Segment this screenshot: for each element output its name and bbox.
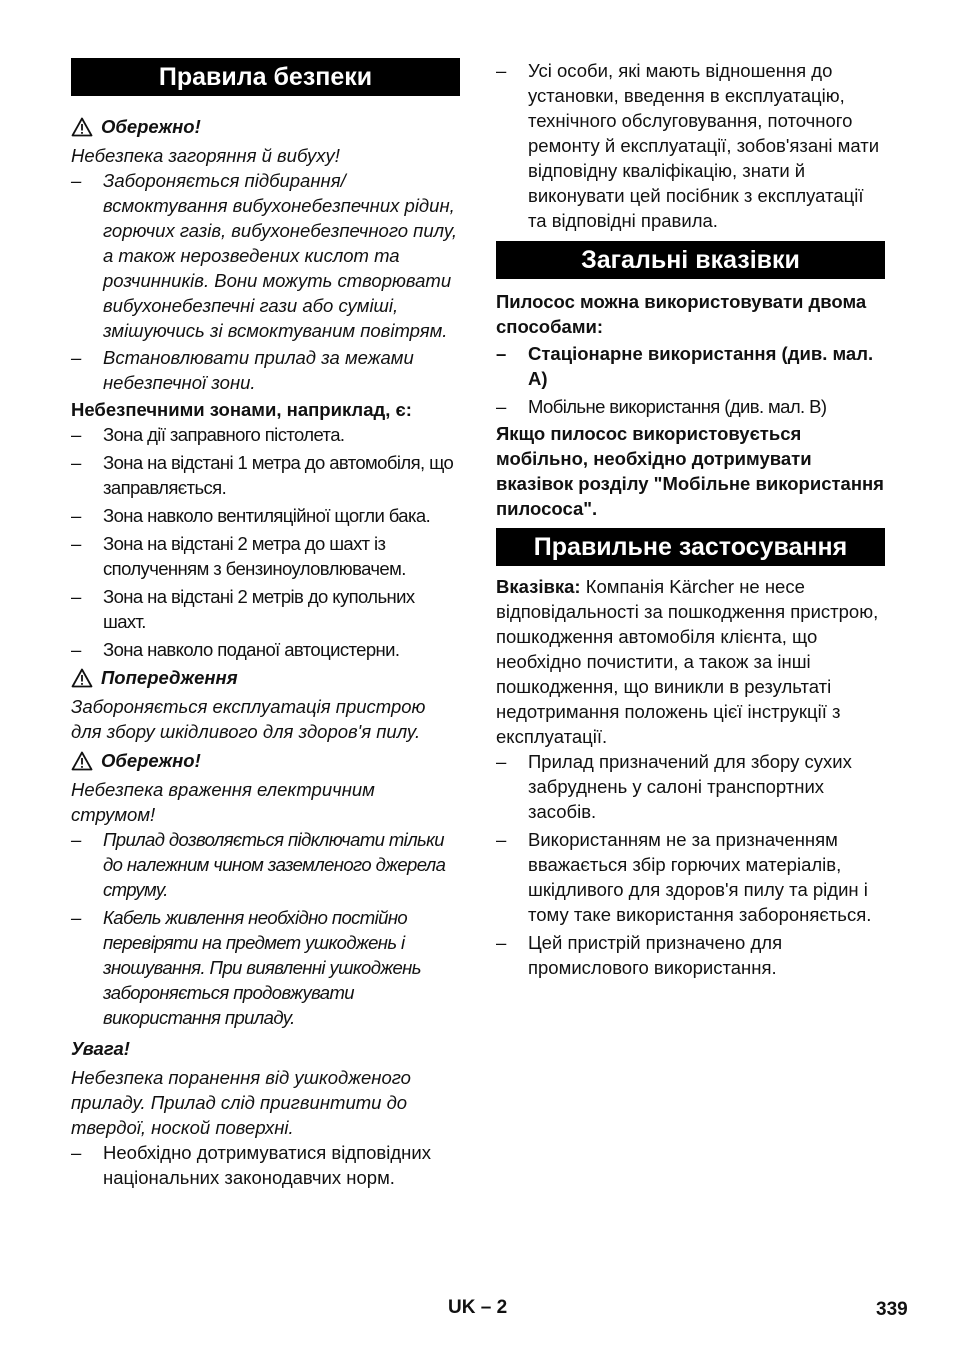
warning-triangle-icon — [71, 117, 93, 137]
list-item: – Зона навколо поданої автоцистерни. — [71, 639, 400, 660]
caution-label: Обережно! — [101, 750, 201, 771]
section-heading-safety: Правила безпеки — [71, 58, 460, 96]
list-item: – Зона на відстані 1 метра до автомобіля, що заправляється. — [71, 452, 454, 498]
caution-block — [71, 114, 460, 139]
list-item: – Стаціонарне використання (див. мал. A) — [496, 343, 874, 389]
left-column — [71, 58, 460, 1190]
section-heading-general: Загальні вказівки — [496, 241, 885, 279]
footer-section-code: UK – 2 — [448, 1297, 508, 1318]
list-item: – Усі особи, які мають відношення до установки, введення в експлуатацію, технічного обслуговування, поточного ремонту й експлуатації, зобов'язані мати відповідну кваліфікацію, знати й виконувати цей посібник з експлуатації та відповідні правила. — [496, 60, 880, 231]
warning-text: Забороняється експлуатація пристрою для збору шкідливого для здоров'я пилу. — [71, 696, 426, 742]
section-heading-proper-use: Правильне застосування — [496, 528, 885, 566]
list-item: – Забороняється підбирання/ всмоктування вибухонебезпечних рідин, горючих газів, вибухонебезпечного пилу, а також нерозведених кислот та розчинників. Вони можуть створювати вибухонебезпечні гази або суміші, змішуючись зі всмоктуваним повітрям. — [71, 170, 458, 341]
caution-text: Небезпека враження електричним струмом! — [71, 779, 375, 825]
list-item: – Прилад дозволяється підключати тільки до належним чином заземленого джерела струму. — [71, 829, 446, 900]
list-item: – Використанням не за призначенням вважається збір горючих матеріалів, шкідливого для здоров'я пилу та рідин і тому таке використання забороняється. — [496, 829, 872, 925]
list-item: – Зона навколо вентиляційної щогли бака. — [71, 505, 431, 526]
list-item: – Встановлювати прилад за межами небезпечної зони. — [71, 347, 414, 393]
warning-triangle-icon — [71, 751, 93, 771]
warning-label: Попередження — [101, 667, 238, 688]
right-column — [496, 58, 885, 980]
caution-text: Небезпека загоряння й вибуху! — [71, 145, 340, 166]
list-item: – Мобільне використання (див. мал. B) — [496, 396, 827, 417]
note-label: Вказівка: — [496, 576, 581, 597]
page-number: 339 — [876, 1299, 908, 1320]
list-item: – Зона дії заправного пістолета. — [71, 424, 345, 445]
list-item: – Необхідно дотримуватися відповідних національних законодавчих норм. — [71, 1142, 431, 1188]
list-item: – Зона на відстані 2 метра до шахт із сполученням з бензиноуловлювачем. — [71, 533, 406, 579]
note-text: Компанія Kärcher не несе відповідальності за пошкодження пристрою, пошкодження автомобіля клієнта, що необхідно почистити, а також за інші пошкодження, що виникли в результаті недотримання положень цієї інструкції з експлуатації. — [496, 576, 879, 747]
list-item: – Зона на відстані 2 метрів до купольних шахт. — [71, 586, 415, 632]
warning-block — [71, 665, 460, 690]
attention-label: Увага! — [71, 1038, 130, 1059]
caution-block — [71, 748, 460, 773]
note-paragraph — [496, 574, 885, 749]
warning-triangle-icon — [71, 668, 93, 688]
mobile-note: Якщо пилосос використовується мобільно, необхідно дотримувати вказівок розділу "Мобільне використання пилососа". — [496, 423, 884, 519]
list-item: – Прилад призначений для збору сухих забруднень у салоні транспортних засобів. — [496, 751, 852, 822]
attention-text: Небезпека поранення від ушкодженого приладу. Прилад слід пригвинтити до твердої, ноской поверхні. — [71, 1067, 411, 1138]
list-item: – Кабель живлення необхідно постійно перевіряти на предмет ушкоджень і зношування. При виявленні ушкоджень забороняється продовжувати використання приладу. — [71, 907, 421, 1028]
caution-label: Обережно! — [101, 116, 201, 137]
list-item: – Цей пристрій призначено для промислового використання. — [496, 932, 783, 978]
zones-title: Небезпечними зонами, наприклад, є: — [71, 399, 412, 420]
intro-text: Пилосос можна використовувати двома способами: — [496, 291, 867, 337]
